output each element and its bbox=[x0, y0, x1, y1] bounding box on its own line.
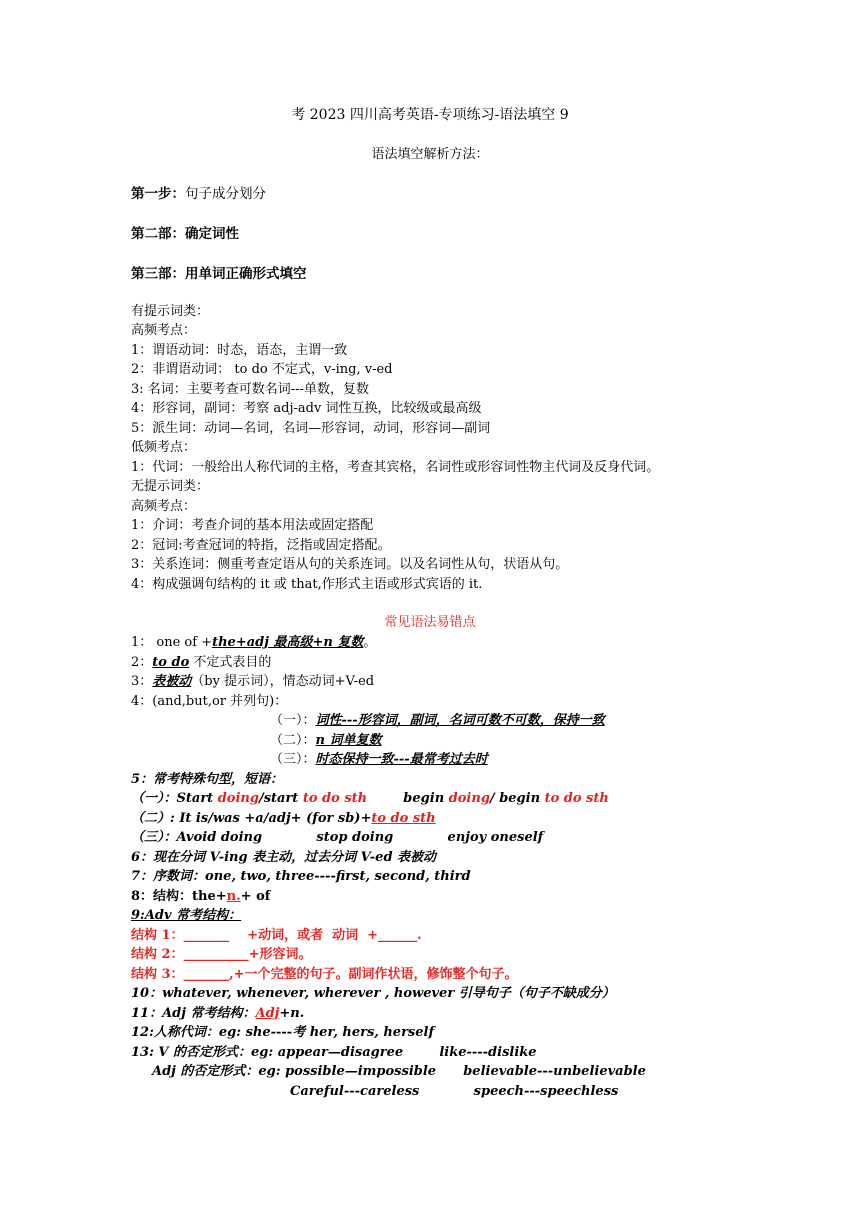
error-text: 。 bbox=[363, 635, 377, 650]
error-text: + of bbox=[240, 889, 271, 904]
step-3: 第三部：用单词正确形式填空 bbox=[131, 266, 307, 282]
error-item-5-2 bbox=[131, 810, 436, 828]
no-hint-item: 1：介词：考查介词的基本用法或固定搭配 bbox=[131, 518, 374, 533]
error-item-11 bbox=[131, 1005, 304, 1023]
hint-high-freq: 高频考点： bbox=[131, 323, 197, 338]
structure-3: 结构 3：_______,+一个完整的句子。副词作状语，修饰整个句子。 bbox=[131, 967, 518, 982]
step-1 bbox=[131, 185, 266, 203]
error-emphasis: n 词单复数 bbox=[315, 733, 382, 748]
error-text: 3： bbox=[131, 674, 153, 689]
hint-item: 5：派生词：动词—名词，名词—形容词，动词，形容词—副词 bbox=[131, 421, 491, 436]
error-text: +n. bbox=[279, 1006, 305, 1021]
error-text: 不定式表目的 bbox=[189, 655, 272, 670]
page-title: 考 2023 四川高考英语-专项练习-语法填空 9 bbox=[291, 107, 569, 123]
hint-item: 4：形容词，副词：考察 adj-adv 词性互换，比较级或最高级 bbox=[131, 401, 482, 416]
error-sub-item bbox=[270, 732, 382, 750]
structure-1: 结构 1：_______ +动词，或者 动词 +______. bbox=[131, 928, 422, 943]
no-hint-header: 无提示词类： bbox=[131, 479, 210, 494]
error-red: n. bbox=[226, 889, 241, 904]
error-item-8 bbox=[131, 888, 270, 906]
error-text: 2： bbox=[131, 655, 153, 670]
error-item-5-1 bbox=[131, 790, 609, 808]
error-item-10: 10：whatever, whenever, wherever , however 引导句子（句子不缺成分） bbox=[131, 986, 615, 1001]
error-item-13c: Careful---careless speech---speechless bbox=[290, 1084, 619, 1099]
error-item-2 bbox=[131, 654, 271, 672]
hint-header: 有提示词类： bbox=[131, 304, 210, 319]
error-text: （二）： bbox=[270, 733, 316, 748]
error-text: （一）： bbox=[270, 713, 316, 728]
error-text: / begin bbox=[489, 791, 545, 806]
error-text: （by 提示词），情态动词+V-ed bbox=[191, 674, 375, 689]
no-hint-item: 3：关系连词：侧重考查定语从句的关系连词。以及名词性从句，状语从句。 bbox=[131, 557, 569, 572]
error-item-1 bbox=[131, 634, 376, 652]
error-item-3 bbox=[131, 673, 374, 691]
error-item-4: 4：(and,but,or 并列句)： bbox=[131, 694, 288, 709]
error-item-6: 6：现在分词 V-ing 表主动，过去分词 V-ed 表被动 bbox=[131, 850, 437, 865]
error-text: （一）：Start bbox=[131, 791, 218, 806]
error-text: 1： one of + bbox=[131, 635, 213, 650]
step-2: 第二部：确定词性 bbox=[131, 226, 239, 242]
error-text: （三）： bbox=[270, 752, 316, 767]
error-red: doing bbox=[448, 791, 490, 806]
error-emphasis: the+adj 最高级+n 复数 bbox=[212, 635, 364, 650]
error-item-5-3: （三）：Avoid doing stop doing enjoy oneself bbox=[131, 830, 544, 845]
hint-low-freq: 低频考点： bbox=[131, 440, 197, 455]
error-text: /start bbox=[258, 791, 303, 806]
error-item-12: 12:人称代词：eg: she----考 her, hers, herself bbox=[131, 1025, 435, 1040]
error-item-7: 7：序数词：one, two, three----first, second, third bbox=[131, 869, 471, 884]
error-red: to do sth bbox=[544, 791, 609, 806]
error-red: to do sth bbox=[371, 811, 436, 826]
error-emphasis: 表被动 bbox=[152, 674, 192, 689]
error-text: （二）: It is/was +a/adj+ (for sb)+ bbox=[131, 811, 372, 826]
error-item-5: 5：常考特殊句型，短语： bbox=[131, 772, 284, 787]
error-red: to do sth bbox=[302, 791, 368, 806]
error-text: 8：结构：the+ bbox=[131, 889, 227, 904]
error-item-9: 9:Adv 常考结构： bbox=[131, 908, 242, 923]
hint-item: 3: 名词：主要考查可数名词---单数，复数 bbox=[131, 382, 369, 397]
error-item-13: 13: V 的否定形式：eg: appear—disagree like----dislike bbox=[131, 1045, 537, 1060]
structure-2: 结构 2：__________+形容词。 bbox=[131, 947, 312, 962]
hint-low-item: 1：代词：一般给出人称代词的主格，考查其宾格，名词性或形容词性物主代词及反身代词。 bbox=[131, 460, 660, 475]
error-sub-item bbox=[270, 712, 605, 730]
error-text: begin bbox=[367, 791, 449, 806]
error-emphasis: to do bbox=[152, 655, 190, 670]
no-hint-high-freq: 高频考点： bbox=[131, 499, 197, 514]
error-emphasis: 时态保持一致---最常考过去时 bbox=[315, 752, 488, 767]
error-text: 11：Adj 常考结构： bbox=[131, 1006, 256, 1021]
step-1-label: 第一步： bbox=[131, 186, 185, 202]
error-item-13b: Adj 的否定形式：eg: possible—impossible believable---unbelievable bbox=[152, 1064, 646, 1079]
errors-header: 常见语法易错点 bbox=[384, 615, 476, 630]
no-hint-item: 2：冠词:考查冠词的特指，泛指或固定搭配。 bbox=[131, 538, 391, 553]
error-emphasis: 词性---形容词，副词，名词可数不可数，保持一致 bbox=[315, 713, 605, 728]
step-1-text: 句子成分划分 bbox=[185, 186, 266, 202]
error-red: doing bbox=[217, 791, 259, 806]
hint-item: 2：非谓语动词： to do 不定式，v-ing, v-ed bbox=[131, 362, 393, 377]
error-red: Adj bbox=[255, 1006, 280, 1021]
hint-item: 1：谓语动词：时态，语态，主谓一致 bbox=[131, 343, 348, 358]
error-sub-item bbox=[270, 751, 488, 769]
page-subtitle: 语法填空解析方法： bbox=[371, 147, 489, 162]
no-hint-item: 4：构成强调句结构的 it 或 that,作形式主语或形式宾语的 it. bbox=[131, 577, 483, 592]
